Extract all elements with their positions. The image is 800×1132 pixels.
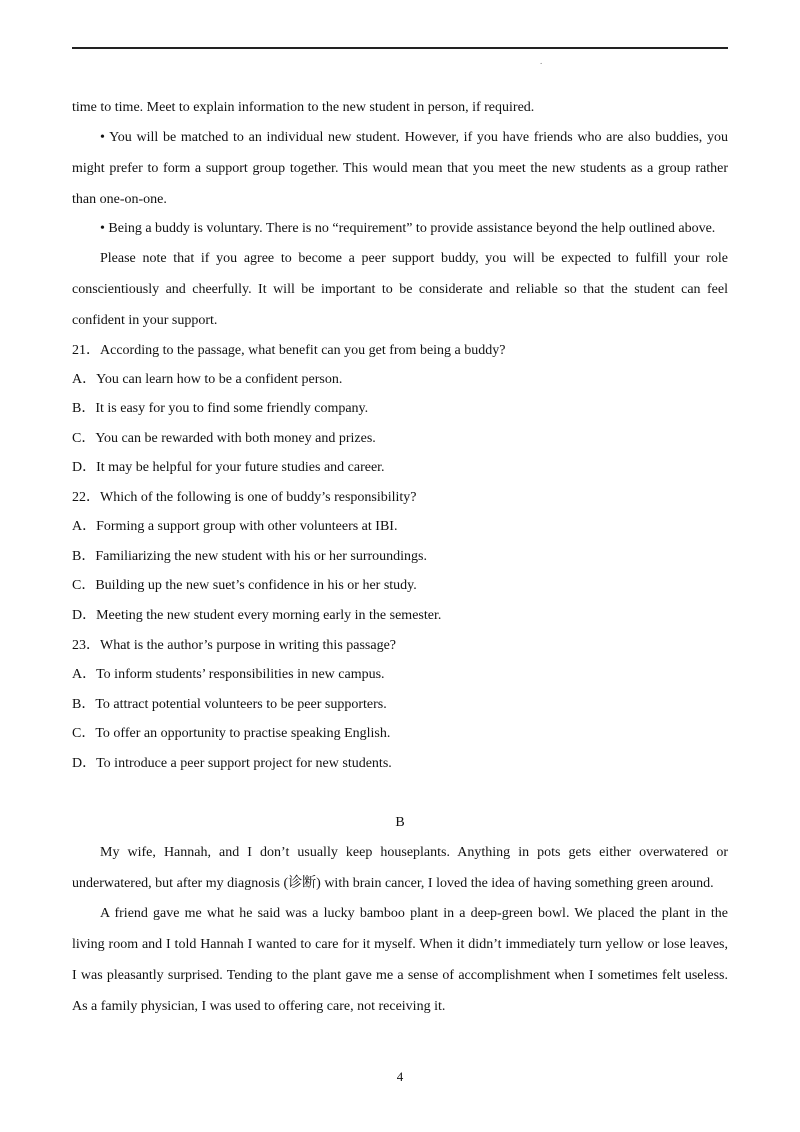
passage-b-line: living room and I told Hannah I wanted to care for it myself. When it didn’t immediately turn yellow or lose leaves, [72, 937, 728, 952]
passage-b-line: My wife, Hannah, and I don’t usually keep houseplants. Anything in pots gets either overwatered or [100, 845, 728, 860]
passage-a-line: • You will be matched to an individual new student. However, if you have friends who are also buddies, you [100, 130, 728, 145]
passage-a-line: Please note that if you agree to become a peer support buddy, you will be expected to fulfill your role [100, 251, 728, 266]
passage-b-line: A friend gave me what he said was a lucky bamboo plant in a deep-green bowl. We placed the plant in the [100, 906, 728, 921]
passage-a-line: might prefer to form a support group together. This would mean that you meet the new students as a group rather [72, 161, 728, 176]
passage-a-line: conscientiously and cheerfully. It will be important to be considerate and reliable so that the student can feel [72, 282, 728, 297]
passage-b-heading: B [395, 815, 405, 830]
passage-a-line: time to time. Meet to explain information to the new student in person, if required. [72, 100, 535, 115]
answer-option: A．Forming a support group with other volunteers at IBI. [72, 519, 398, 534]
passage-a-line: than one-on-one. [72, 192, 167, 207]
answer-option: B．To attract potential volunteers to be peer supporters. [72, 697, 387, 712]
passage-b-line: underwatered, but after my diagnosis (诊断) with brain cancer, I loved the idea of having something green around. [72, 876, 714, 891]
answer-option: C．Building up the new suet’s confidence in his or her study. [72, 578, 417, 593]
question-stem: 23．What is the author’s purpose in writing this passage? [72, 638, 397, 653]
answer-option: A．To inform students’ responsibilities in new campus. [72, 667, 385, 682]
answer-option: A．You can learn how to be a confident person. [72, 372, 343, 387]
question-stem: 21．According to the passage, what benefit can you get from being a buddy? [72, 343, 506, 358]
answer-option: D．It may be helpful for your future studies and career. [72, 460, 385, 475]
header-rule [72, 47, 728, 49]
answer-option: C．You can be rewarded with both money and prizes. [72, 431, 376, 446]
passage-b-line: I was pleasantly surprised. Tending to the plant gave me a sense of accomplishment when I sometimes felt useless. [72, 968, 728, 983]
passage-a-line: • Being a buddy is voluntary. There is no “requirement” to provide assistance beyond the help outlined above. [100, 221, 716, 236]
page-number: 4 [396, 1069, 404, 1084]
passage-b-line: As a family physician, I was used to offering care, not receiving it. [72, 999, 446, 1014]
question-stem: 22．Which of the following is one of buddy’s responsibility? [72, 490, 417, 505]
answer-option: B．Familiarizing the new student with his or her surroundings. [72, 549, 428, 564]
answer-option: C．To offer an opportunity to practise speaking English. [72, 726, 391, 741]
answer-option: D．Meeting the new student every morning early in the semester. [72, 608, 442, 623]
header-mark: . [540, 56, 543, 66]
answer-option: D．To introduce a peer support project for new students. [72, 756, 392, 771]
answer-option: B．It is easy for you to find some friendly company. [72, 401, 369, 416]
passage-a-line: confident in your support. [72, 313, 218, 328]
